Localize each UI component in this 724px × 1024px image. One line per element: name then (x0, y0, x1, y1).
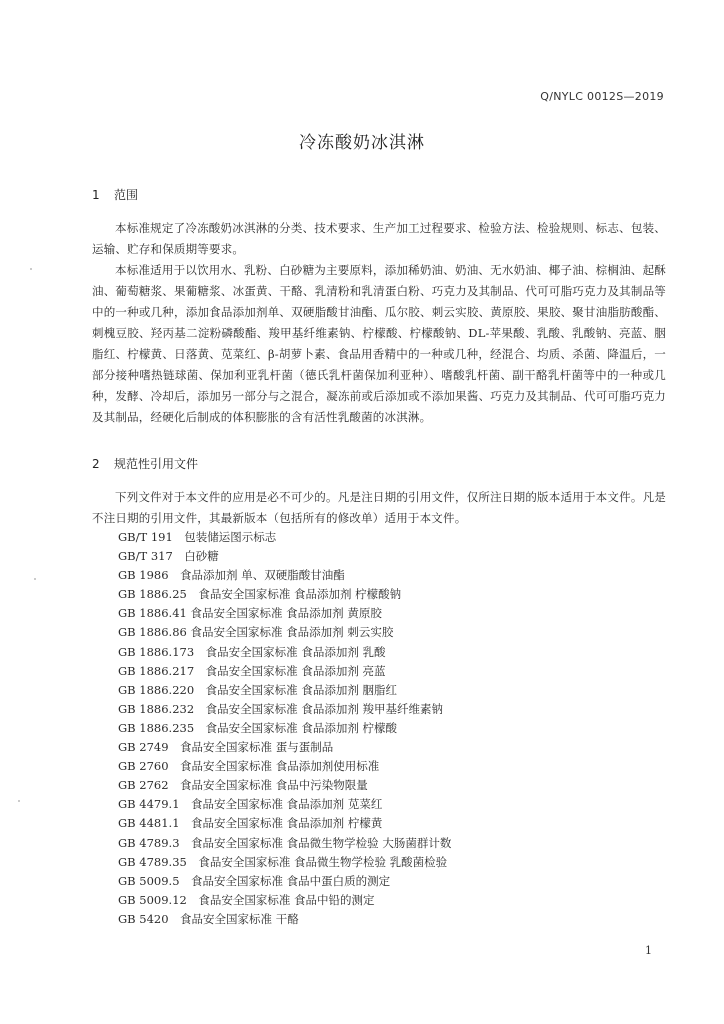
section-heading-scope (92, 186, 138, 203)
page-number: 1 (645, 944, 652, 957)
reference-item: GB 1886.217 食品安全国家标准 食品添加剂 亮蓝 (118, 663, 386, 678)
section-title: 规范性引用文件 (114, 457, 199, 471)
section-heading-normative-references (92, 455, 198, 472)
paragraph: 下列文件对于本文件的应用是必不可少的。凡是注日期的引用文件，仅所注日期的版本适用于本文件。凡是不注日期的引用文件，其最新版本（包括所有的修改单）适用于本文件。 (92, 490, 666, 525)
paragraph: 本标准规定了冷冻酸奶冰淇淋的分类、技术要求、生产加工过程要求、检验方法、检验规则、标志、包装、运输、贮存和保质期等要求。 (92, 221, 666, 256)
scan-speck (34, 578, 36, 580)
reference-item: GB 2760 食品安全国家标准 食品添加剂使用标准 (118, 759, 380, 774)
reference-item: GB/T 191 包装储运图示标志 (118, 530, 277, 544)
reference-item: GB 1886.86 食品安全国家标准 食品添加剂 刺云实胶 (118, 625, 394, 640)
reference-item: GB 2762 食品安全国家标准 食品中污染物限量 (118, 778, 368, 793)
reference-item: GB 1986 食品添加剂 单、双硬脂酸甘油酯 (118, 568, 345, 583)
reference-item: GB 1886.41 食品安全国家标准 食品添加剂 黄原胶 (118, 606, 382, 621)
section-number: 2 (92, 457, 100, 471)
reference-item: GB 4789.35 食品安全国家标准 食品微生物学检验 乳酸菌检验 (118, 854, 448, 869)
scan-speck (30, 268, 32, 270)
section-body-references-intro (92, 487, 666, 529)
reference-item: GB 5420 食品安全国家标准 干酪 (118, 911, 299, 926)
scan-speck (18, 800, 20, 802)
reference-item: GB 4479.1 食品安全国家标准 食品添加剂 苋菜红 (118, 797, 383, 812)
section-number: 1 (92, 188, 100, 202)
reference-item: GB/T 317 白砂糖 (118, 549, 219, 564)
reference-item: GB 1886.25 食品安全国家标准 食品添加剂 柠檬酸钠 (118, 587, 402, 602)
reference-item: GB 1886.220 食品安全国家标准 食品添加剂 胭脂红 (118, 682, 397, 697)
reference-item: GB 5009.5 食品安全国家标准 食品中蛋白质的测定 (118, 873, 391, 888)
document-code: Q/NYLC 0012S—2019 (540, 90, 664, 103)
reference-item: GB 5009.12 食品安全国家标准 食品中铅的测定 (118, 892, 375, 907)
reference-item: GB 4789.3 食品安全国家标准 食品微生物学检验 大肠菌群计数 (118, 835, 452, 850)
reference-item: GB 4481.1 食品安全国家标准 食品添加剂 柠檬黄 (118, 816, 383, 831)
reference-item: GB 1886.173 食品安全国家标准 食品添加剂 乳酸 (118, 644, 386, 659)
reference-list (118, 528, 658, 929)
paragraph: 本标准适用于以饮用水、乳粉、白砂糖为主要原料，添加稀奶油、奶油、无水奶油、椰子油、棕榈油、起酥油、葡萄糖浆、果葡糖浆、冰蛋黄、干酪、乳清粉和乳清蛋白粉、巧克力及其制品、代可可脂巧克力及其制品等中的一种或几种，添加食品添加剂单、双硬脂酸甘油酯、瓜尔胶、刺云实胶、黄原胶、果胶、聚甘油脂肪酸酯、刺槐豆胶、羟丙基二淀粉磷酸酯、羧甲基纤维素钠、柠檬酸、柠檬酸钠、DL-苹果酸、乳酸、乳酸钠、亮蓝、胭脂红、柠檬黄、日落黄、苋菜红、β-胡萝卜素、食品用香精中的一种或几种，经混合、均质、杀菌、降温后，一部分接种嗜热链球菌、保加利亚乳杆菌（德氏乳杆菌保加利亚种）、嗜酸乳杆菌、副干酪乳杆菌等中的一种或几种，发酵、冷却后，添加另一部分与之混合，凝冻前或后添加或不添加果酱、巧克力及其制品、代可可脂巧克力及其制品，经硬化后制成的体积膨胀的含有活性乳酸菌的冰淇淋。 (92, 263, 666, 424)
reference-item: GB 1886.232 食品安全国家标准 食品添加剂 羧甲基纤维素钠 (118, 701, 443, 716)
document-title: 冷冻酸奶冰淇淋 (299, 133, 425, 153)
reference-item: GB 2749 食品安全国家标准 蛋与蛋制品 (118, 740, 334, 755)
section-title: 范围 (114, 188, 139, 202)
reference-item: GB 1886.235 食品安全国家标准 食品添加剂 柠檬酸 (118, 720, 397, 735)
section-body-scope (92, 218, 666, 428)
